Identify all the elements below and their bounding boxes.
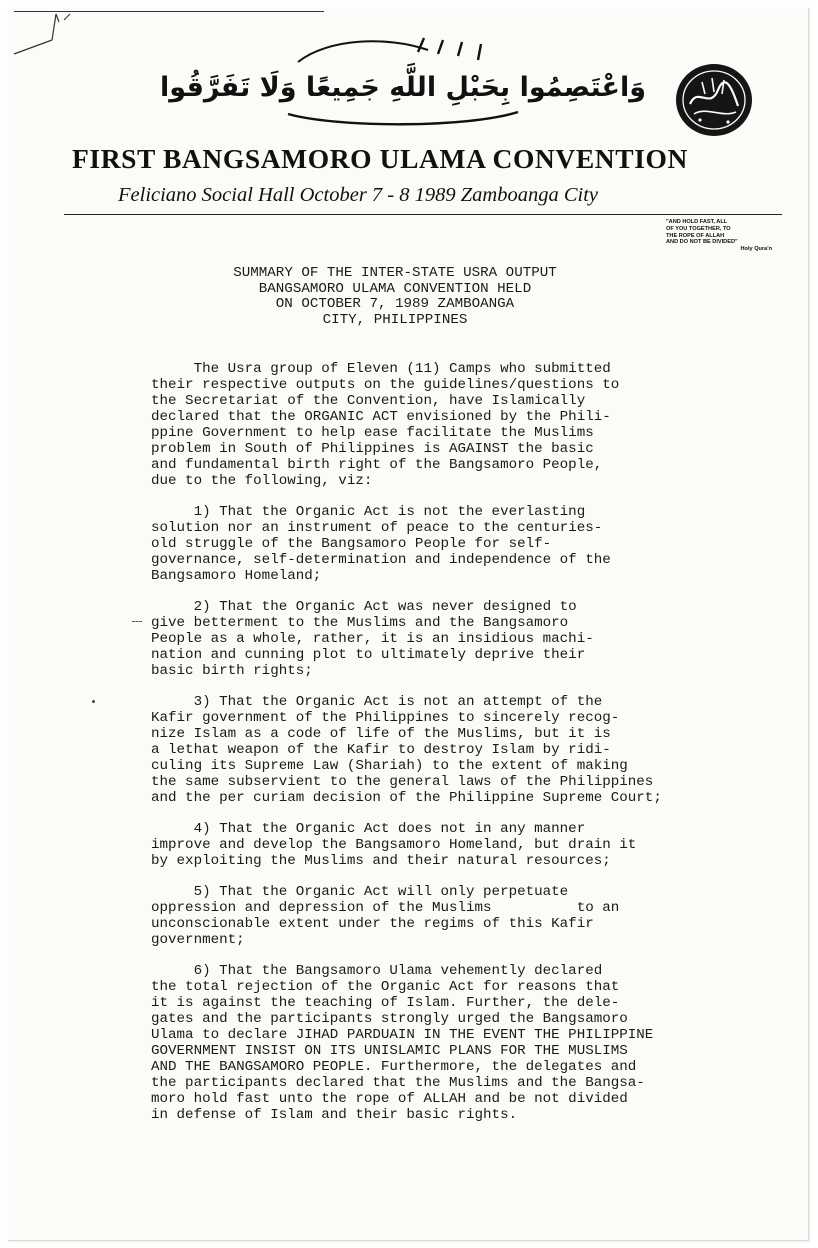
text-line: unconscionable extent under the regims of this Kafir <box>151 916 594 932</box>
text-line: declared that the ORGANIC ACT envisioned by the Phili- <box>151 409 611 425</box>
text-line: and fundamental birth right of the Bangsamoro People, <box>151 457 603 473</box>
text-line: government; <box>151 932 245 948</box>
text-line: moro hold fast unto the rope of ALLAH and be not divided <box>151 1091 628 1107</box>
text-line: it is against the teaching of Islam. Further, the dele- <box>151 995 620 1011</box>
stray-mark <box>132 621 142 622</box>
calligraphy-text: وَاعْتَصِمُوا بِحَبْلِ اللَّهِ جَمِيعًا وَلَا تَفَرَّقُوا <box>160 72 646 103</box>
text-line: 2) That the Organic Act was never designed to <box>151 599 577 615</box>
text-line: due to the following, viz: <box>151 473 373 489</box>
text-line: their respective outputs on the guidelines/questions to <box>151 377 620 393</box>
summary-title-line: CITY, PHILIPPINES <box>322 311 468 328</box>
text-line: Kafir government of the Philippines to sincerely recog- <box>151 710 620 726</box>
point-3-paragraph <box>151 694 751 806</box>
text-line: and the per curiam decision of the Philippine Supreme Court; <box>151 790 662 806</box>
point-2-paragraph <box>151 599 751 679</box>
text-line: nize Islam as a code of life of the Muslims, but it is <box>151 726 611 742</box>
point-1-paragraph <box>151 504 751 584</box>
text-line: 1) That the Organic Act is not the everlasting <box>151 504 586 520</box>
point-6-paragraph <box>151 963 751 1123</box>
summary-title-line: BANGSAMORO ULAMA CONVENTION HELD <box>258 280 532 297</box>
text-line: solution nor an instrument of peace to the centuries- <box>151 520 603 536</box>
text-line: give betterment to the Muslims and the Bangsamoro <box>151 615 569 631</box>
text-line: the total rejection of the Organic Act for reasons that <box>151 979 620 995</box>
text-line: Bangsamoro Homeland; <box>151 568 322 584</box>
quote-line: "AND HOLD FAST, ALL <box>666 219 728 225</box>
pen-mark-icon <box>12 12 72 62</box>
summary-title-line: SUMMARY OF THE INTER-STATE USRA OUTPUT <box>233 265 557 281</box>
quote-line: AND DO NOT BE DIVIDED" <box>666 239 738 246</box>
point-5-paragraph <box>151 884 751 948</box>
quran-quote <box>666 219 772 253</box>
text-line: oppression and depression of the Muslims to an <box>151 900 620 916</box>
text-line: ppine Government to help ease facilitate the Muslims <box>151 425 594 441</box>
text-line: 3) That the Organic Act is not an attempt of the <box>151 694 603 710</box>
text-line: 6) That the Bangsamoro Ulama vehemently declared <box>151 963 603 979</box>
text-line: problem in South of Philippines is AGAINST the basic <box>151 441 594 457</box>
text-line: AND THE BANGSAMORO PEOPLE. Furthermore, the delegates and <box>151 1059 637 1075</box>
text-line: governance, self-determination and independence of the <box>151 552 611 568</box>
text-line: Ulama to declare JIHAD PARDUAIN IN THE EVENT THE PHILIPPINE <box>151 1027 654 1043</box>
text-line: The Usra group of Eleven (11) Camps who submitted <box>151 361 611 377</box>
header-divider <box>64 214 782 215</box>
text-line: old struggle of the Bangsamoro People for self- <box>151 536 552 552</box>
arabic-calligraphy-emblem <box>160 32 646 132</box>
convention-title: FIRST BANGSAMORO ULAMA CONVENTION <box>72 143 688 174</box>
convention-venue-date: Feliciano Social Hall October 7 - 8 1989 Zamboanga City <box>118 184 598 206</box>
quote-source: Holy Qura'n <box>740 246 772 253</box>
summary-title-line: ON OCTOBER 7, 1989 ZAMBOANGA <box>275 296 515 312</box>
text-line: a lethat weapon of the Kafir to destroy Islam by ridi- <box>151 742 611 758</box>
text-line: the participants declared that the Muslims and the Bangsa- <box>151 1075 645 1091</box>
text-line: GOVERNMENT INSIST ON ITS UNISLAMIC PLANS FOR THE MUSLIMS <box>151 1043 628 1059</box>
text-line: People as a whole, rather, it is an insidious machi- <box>151 631 594 647</box>
intro-paragraph <box>151 361 751 489</box>
text-line: basic birth rights; <box>151 663 313 679</box>
summary-title <box>200 266 590 328</box>
text-line: culing its Supreme Law (Shariah) to the extent of making <box>151 758 628 774</box>
quote-line: THE ROPE OF ALLAH <box>666 232 725 239</box>
text-line: the same subservient to the general laws of the Philippines <box>151 774 654 790</box>
stray-dot <box>92 700 95 703</box>
text-line: the Secretariat of the Convention, have Islamically <box>151 393 586 409</box>
point-4-paragraph <box>151 821 751 869</box>
text-line: 5) That the Organic Act will only perpetuate <box>151 884 569 900</box>
text-line: nation and cunning plot to ultimately deprive their <box>151 647 586 663</box>
text-line: improve and develop the Bangsamoro Homeland, but drain it <box>151 837 637 853</box>
text-line: gates and the participants strongly urged the Bangsamoro <box>151 1011 628 1027</box>
quote-line: OF YOU TOGETHER, TO <box>666 225 731 232</box>
text-line: in defense of Islam and their basic rights. <box>151 1107 518 1123</box>
text-line: by exploiting the Muslims and their natural resources; <box>151 853 611 869</box>
circular-seal-icon <box>672 60 756 140</box>
text-line: 4) That the Organic Act does not in any manner <box>151 821 586 837</box>
